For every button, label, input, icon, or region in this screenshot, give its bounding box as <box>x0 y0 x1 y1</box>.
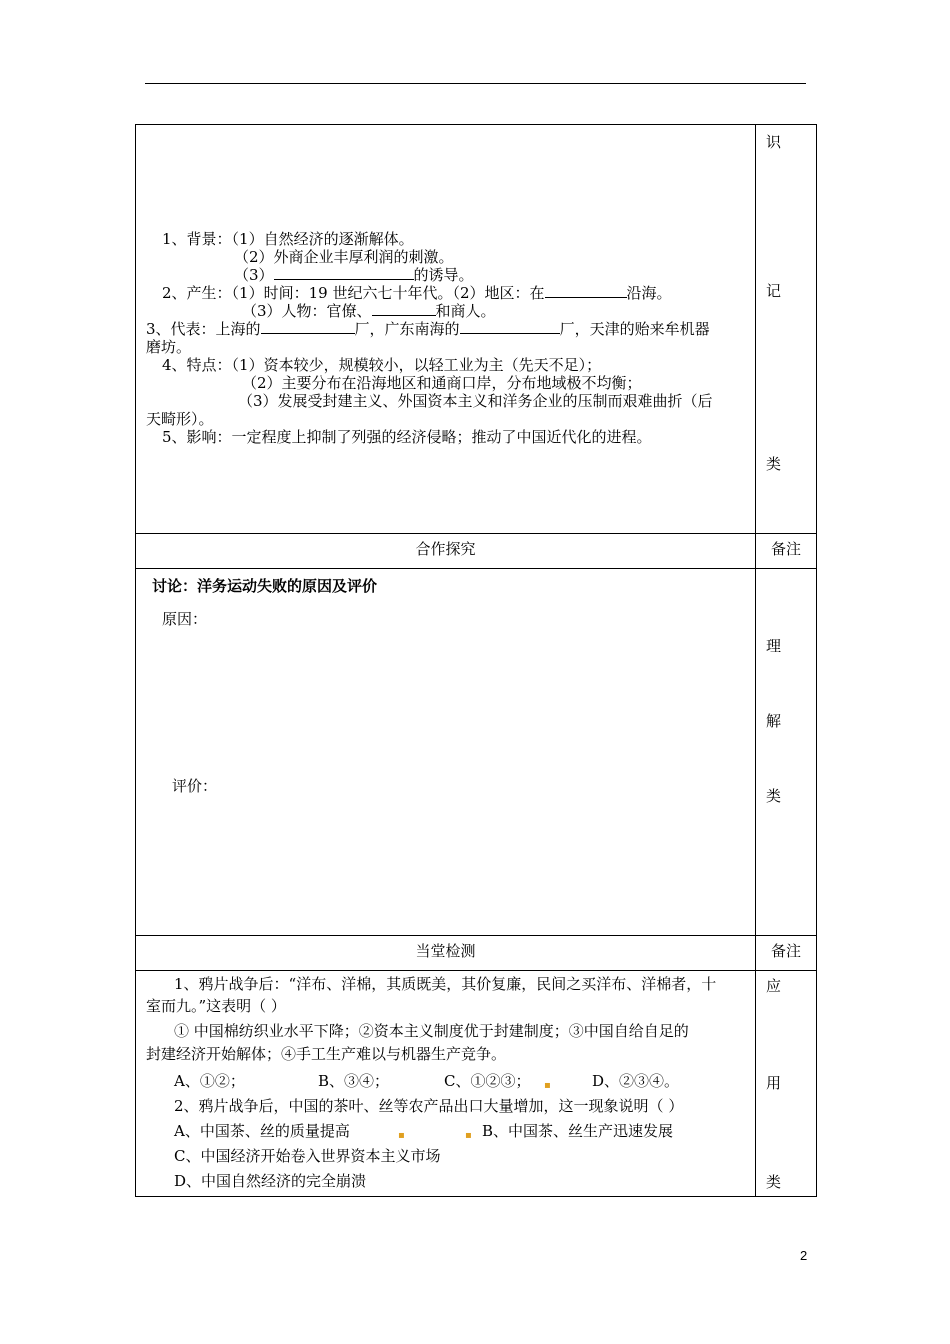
side-char: 记 <box>766 282 782 300</box>
features-line: 4、特点：（1）资本较少，规模较小，以轻工业为主（先天不足）； <box>162 356 602 374</box>
section-header-cooperate: 合作探究 <box>136 534 756 569</box>
test-cell <box>136 971 756 1197</box>
question-1: 1、鸦片战争后：“洋布、洋棉，其质既美，其价复廉，民间之买洋布、洋棉者，十 <box>174 975 717 993</box>
question-2-option-b: B、中国茶、丝生产迅速发展 <box>482 1122 674 1140</box>
question-2-option-d: D、中国自然经济的完全崩溃 <box>174 1172 367 1190</box>
side-char: 类 <box>766 1173 782 1191</box>
features-line-2: （2）主要分布在沿海地区和通商口岸，分布地域极不均衡； <box>242 374 642 392</box>
question-2-option-a: A、中国茶、丝的质量提高 <box>174 1122 350 1140</box>
question-2: 2、鸦片战争后，中国的茶叶、丝等农产品出口大量增加，这一现象说明（ ） <box>174 1097 684 1115</box>
reason-label: 原因： <box>162 610 208 628</box>
background-line: 1、背景：（1）自然经济的逐渐解体。 <box>162 230 414 248</box>
blank-field <box>460 320 560 334</box>
side-header-notes: 备注 <box>756 534 817 569</box>
question-1-option-a: A、①②； <box>174 1072 245 1090</box>
impact-line: 5、影响：一定程度上抑制了列强的经济侵略；推动了中国近代化的进程。 <box>162 428 652 446</box>
section-header-test: 当堂检测 <box>136 936 756 971</box>
question-1-option-b: B、③④； <box>318 1072 390 1090</box>
blank-field <box>545 284 627 298</box>
side-char: 解 <box>766 712 782 730</box>
question-2-option-c: C、中国经济开始卷入世界资本主义市场 <box>174 1147 441 1165</box>
discussion-title: 讨论：洋务运动失败的原因及评价 <box>152 577 378 595</box>
evaluation-label: 评价： <box>172 777 218 795</box>
side-char: 类 <box>766 787 782 805</box>
discussion-cell <box>136 569 756 936</box>
highlight-mark: ▪ <box>398 1130 405 1141</box>
knowledge-cell <box>136 125 756 534</box>
side-header-notes-2: 备注 <box>756 936 817 971</box>
question-1-option-d: D、②③④。 <box>592 1072 680 1090</box>
side-char: 用 <box>766 1074 782 1092</box>
side-label-understand <box>756 569 817 936</box>
side-label-apply <box>756 971 817 1197</box>
blank-field <box>261 320 355 334</box>
question-1-statements: ① 中国棉纺织业水平下降；②资本主义制度优于封建制度；③中国自给自足的 <box>174 1022 689 1040</box>
side-char: 应 <box>766 977 782 995</box>
blank-field <box>372 302 436 316</box>
background-line-2: （2）外商企业丰厚利润的刺激。 <box>234 248 454 266</box>
features-line-4: 天畸形）。 <box>146 410 214 428</box>
side-char: 识 <box>766 133 782 151</box>
blank-field <box>274 266 414 280</box>
question-1-option-c: C、①②③； <box>444 1072 531 1090</box>
background-line-3: （3） 的诱导。 <box>234 266 474 284</box>
question-1-cont: 室而九。”这表明（ ） <box>146 997 286 1015</box>
representative-line-2: 磨坊。 <box>146 338 192 356</box>
header-rule <box>145 83 806 84</box>
highlight-mark: ▪ <box>465 1130 472 1141</box>
side-label-memorize <box>756 125 817 534</box>
features-line-3: （3）发展受封建主义、外国资本主义和洋务企业的压制而艰难曲折（后 <box>238 392 713 410</box>
origin-line-2: （3）人物：官僚、 和商人。 <box>242 302 496 320</box>
side-char: 理 <box>766 637 782 655</box>
worksheet-table <box>135 124 817 1197</box>
origin-line: 2、产生：（1）时间：19 世纪六七十年代。（2）地区：在 沿海。 <box>162 284 672 302</box>
page-number: 2 <box>800 1248 808 1263</box>
highlight-mark: ▪ <box>544 1080 551 1091</box>
question-1-statements-cont: 封建经济开始解体；④手工生产难以与机器生产竞争。 <box>146 1045 507 1063</box>
representative-line: 3、代表：上海的 厂，广东南海的 厂，天津的贻来牟机器 <box>146 320 710 338</box>
side-char: 类 <box>766 455 782 473</box>
